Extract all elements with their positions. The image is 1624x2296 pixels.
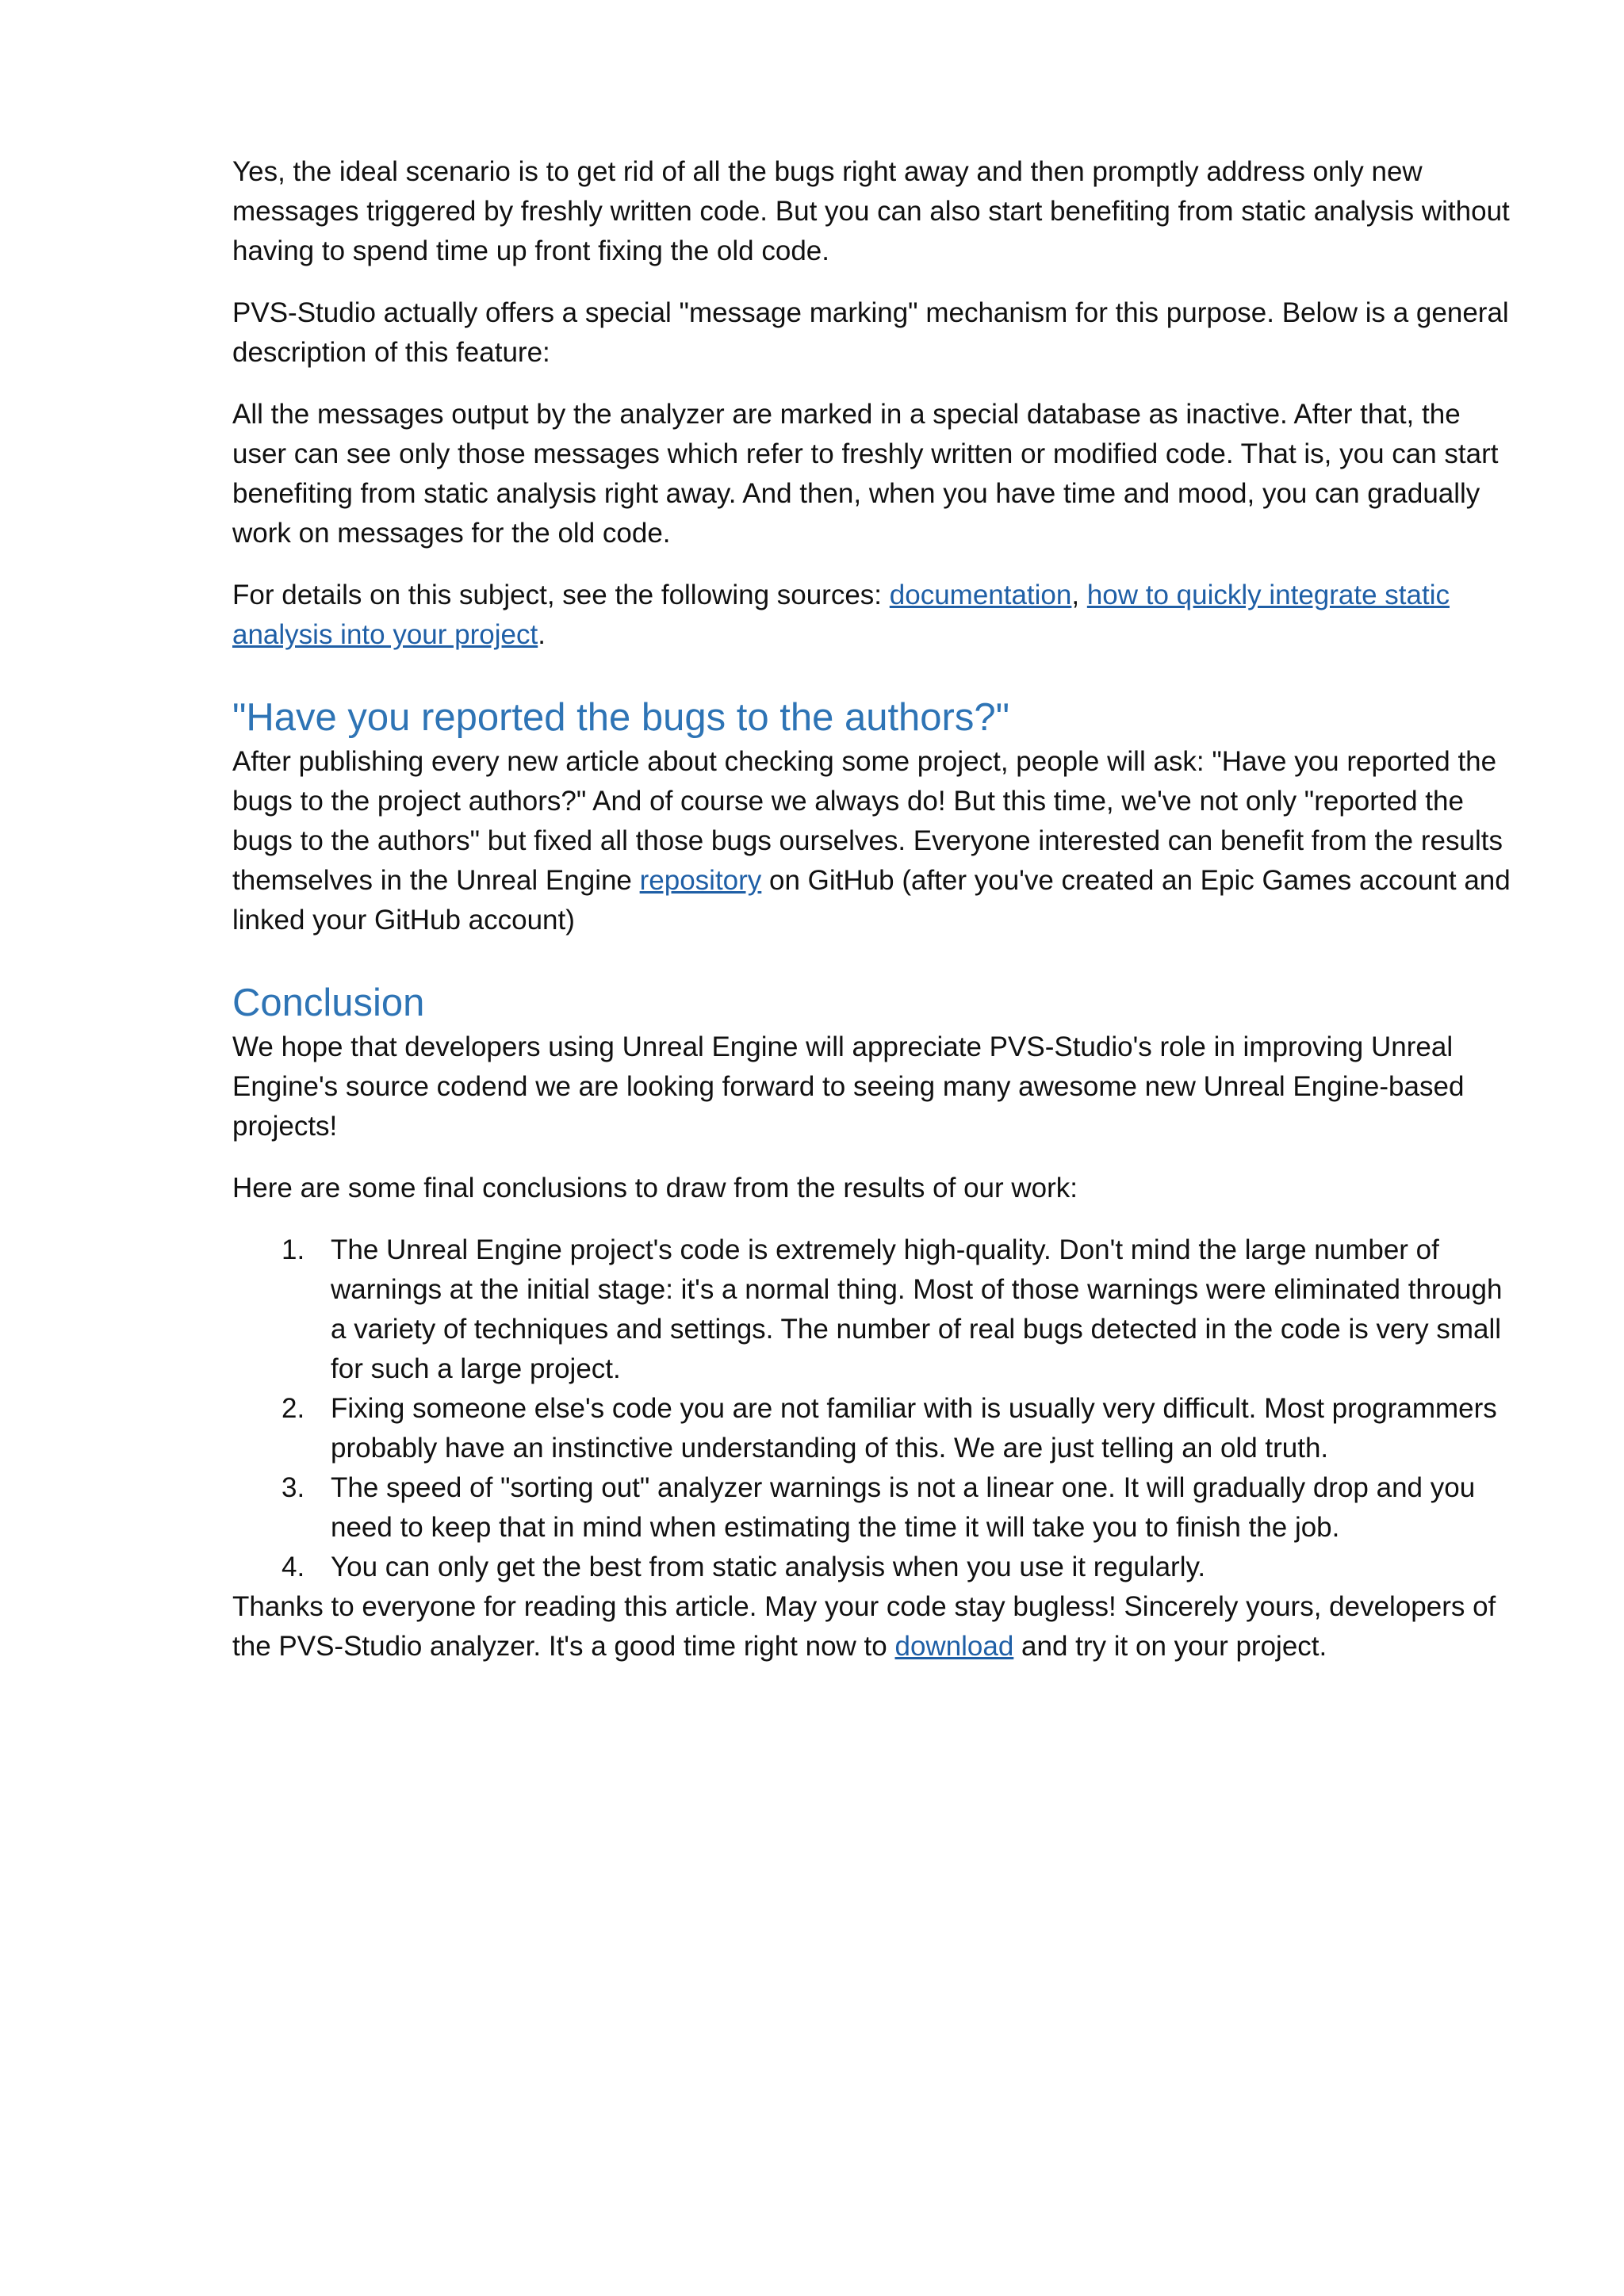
list-item-number: 2. xyxy=(282,1393,305,1424)
sources-prefix: For details on this subject, see the following sources: xyxy=(232,580,890,610)
list-item-text: You can only get the best from static analysis when you use it regularly. xyxy=(331,1552,1206,1582)
intro-paragraph-1: Yes, the ideal scenario is to get rid of all the bugs right away and then promptly address only new messages triggered by freshly written code. But you can also start benefiting from static analysis without having to spend time up front fixing the old code. xyxy=(232,156,1510,266)
closing-text: Thanks to everyone for reading this article. May your code stay bugless! Sincerely yours, developers of the PVS-Studio analyzer. It's a good time right now to xyxy=(232,1591,1496,1662)
integration-guide-link[interactable]: how to quickly integrate static analysis into your project xyxy=(232,580,1450,650)
repository-link[interactable]: repository xyxy=(639,865,762,896)
list-item-number: 3. xyxy=(282,1472,305,1503)
closing-paragraph xyxy=(232,1587,1517,1667)
conclusion-heading: Conclusion xyxy=(232,982,425,1024)
list-item-number: 1. xyxy=(282,1234,305,1265)
sources-separator: , xyxy=(1071,580,1087,610)
sources-suffix: . xyxy=(538,619,546,650)
list-item xyxy=(232,1468,1517,1548)
list-item-number: 4. xyxy=(282,1552,305,1582)
list-item-text: The Unreal Engine project's code is extremely high-quality. Don't mind the large number of warnings at the initial stage: it's a normal thing. Most of those warnings were eliminated through a variety of techniques and settings. The number of real bugs detected in the code is very small for such a large project. xyxy=(331,1234,1503,1384)
conclusion-paragraph-1: We hope that developers using Unreal Engine will appreciate PVS-Studio's role in improving Unreal Engine's source codend we are looking forward to seeing many awesome new Unreal Engine-based projects! xyxy=(232,1031,1465,1142)
list-item xyxy=(232,1389,1517,1468)
reported-bugs-heading: "Have you reported the bugs to the authors?" xyxy=(232,696,1010,739)
reported-bugs-text: After publishing every new article about checking some project, people will ask: "Have you reported the bugs to the project authors?" And of course we always do! But this time, we've not only "reported the bugs to the authors" but fixed all those bugs ourselves. Everyone interested can benefit from the results themselves in the Unreal Engine xyxy=(232,746,1503,896)
list-item xyxy=(232,1230,1517,1389)
intro-paragraph-2: PVS-Studio actually offers a special "message marking" mechanism for this purpose. Below is a general description of this feature: xyxy=(232,297,1509,368)
document-page xyxy=(232,152,1517,1689)
list-item-text: Fixing someone else's code you are not familiar with is usually very difficult. Most programmers probably have an instinctive understanding of this. We are just telling an old truth. xyxy=(331,1393,1497,1464)
closing-text-end: and try it on your project. xyxy=(1013,1631,1327,1662)
list-item-text: The speed of "sorting out" analyzer warnings is not a linear one. It will gradually drop and you need to keep that in mind when estimating the time it will take you to finish the job. xyxy=(331,1472,1476,1543)
documentation-link[interactable]: documentation xyxy=(889,580,1072,610)
list-item xyxy=(232,1548,1517,1587)
reported-bugs-text-end: on GitHub (after you've created an Epic Games account and linked your GitHub account) xyxy=(232,865,1511,936)
intro-paragraph-3: All the messages output by the analyzer are marked in a special database as inactive. After that, the user can see only those messages which refer to freshly written or modified code. That is, you can start benefiting from static analysis right away. And then, when you have time and mood, you can gradually work on messages for the old code. xyxy=(232,399,1499,549)
conclusion-paragraph-2: Here are some final conclusions to draw from the results of our work: xyxy=(232,1173,1078,1203)
download-link[interactable]: download xyxy=(894,1631,1014,1662)
conclusions-list xyxy=(232,1230,1517,1587)
sources-paragraph xyxy=(232,576,1517,655)
reported-bugs-paragraph xyxy=(232,742,1517,940)
